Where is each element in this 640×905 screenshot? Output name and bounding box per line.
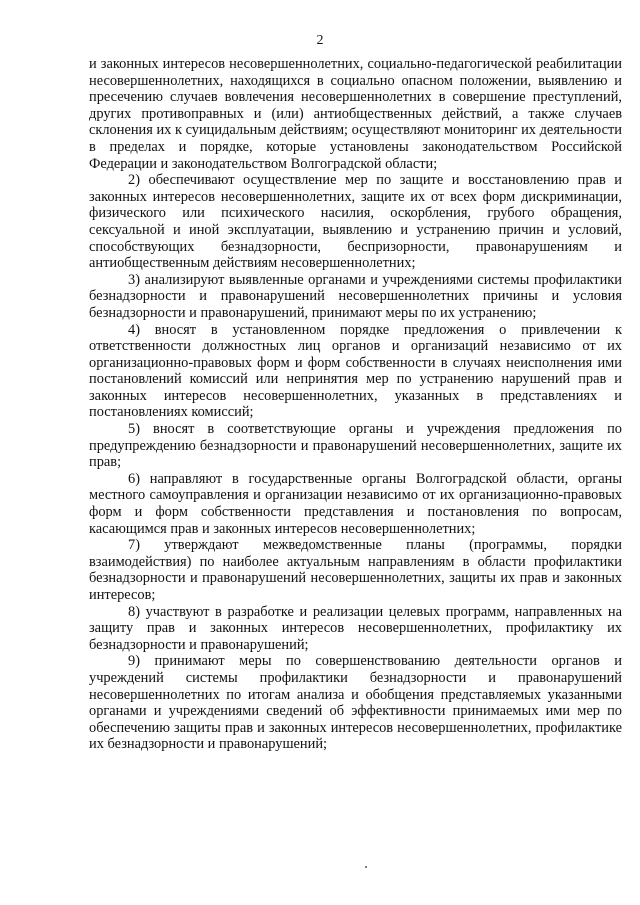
paragraph-item-5: 5) вносят в соответствующие органы и учреждения предложения по предупреждению безнадзорности и правонарушений несовершеннолетних, защите их прав;	[89, 421, 622, 471]
page-number: 2	[316, 33, 324, 48]
paragraph-item-4: 4) вносят в установленном порядке предложения о привлечении к ответственности должностных лиц органов и организаций независимо от их организационно-правовых форм и форм собственности в случаях неисполнения ими постановлений комиссий или непринятия мер по устранению нарушений прав и законных интересов несовершеннолетних, указанных в представлениях и постановлениях комиссий;	[89, 321, 622, 421]
paragraph-item-7: 7) утверждают межведомственные планы (программы, порядки взаимодействия) по наиболее актуальным направлениям в области профилактики безнадзорности и правонарушений несовершеннолетних, защиты их прав и законных интересов;	[89, 537, 622, 603]
paragraph-item-3: 3) анализируют выявленные органами и учреждениями системы профилактики безнадзорности и правонарушений несовершеннолетних причины и условия безнадзорности и правонарушений, принимают меры по их устранению;	[89, 271, 622, 321]
paragraph-item-2: 2) обеспечивают осуществление мер по защите и восстановлению прав и законных интересов несовершеннолетних, защите их от всех форм дискриминации, физического или психического насилия, оскорбления, грубого обращения, сексуальной и иной эксплуатации, выявлению и устранению причин и условий, способствующих безнадзорности, беспризорности, правонарушениям и антиобщественным действиям несовершеннолетних;	[89, 172, 622, 272]
paragraph-continuation: и законных интересов несовершеннолетних, социально-педагогической реабилитации несовершеннолетних, находящихся в социально опасном положении, выявлению и пресечению случаев вовлечения несовершеннолетних в совершение преступлений, других противоправных и (или) антиобщественных действий, а также случаев склонения их к суицидальным действиям; осуществляют мониторинг их деятельности в пределах и порядке, которые установлены законодательством Российской Федерации и законодательством Волгоградской области;	[89, 56, 622, 172]
paragraph-item-9: 9) принимают меры по совершенствованию деятельности органов и учреждений системы профилактики безнадзорности и правонарушений несовершеннолетних по итогам анализа и обобщения представляемых указанными органами и учреждениями сведений об эффективности принимаемых ими мер по обеспечению защиты прав и законных интересов несовершеннолетних, профилактике их безнадзорности и правонарушений;	[89, 653, 622, 753]
paragraph-item-6: 6) направляют в государственные органы Волгоградской области, органы местного самоуправления и организации независимо от их организационно-правовых форм и форм собственности представления и постановления по вопросам, касающимся прав и законных интересов несовершеннолетних;	[89, 470, 622, 537]
document-body	[89, 56, 622, 753]
paragraph-item-8: 8) участвуют в разработке и реализации целевых программ, направленных на защиту прав и законных интересов несовершеннолетних, профилактику их безнадзорности и правонарушений;	[89, 603, 622, 653]
scan-speck	[365, 866, 367, 868]
